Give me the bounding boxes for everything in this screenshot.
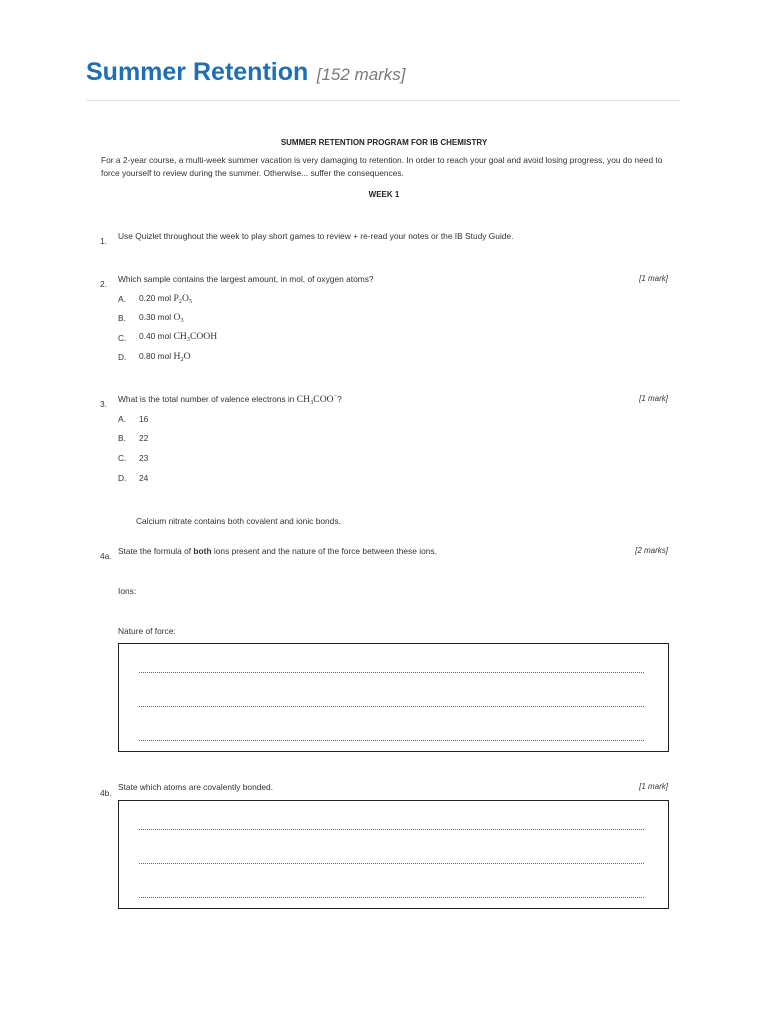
q2-option-d-letter[interactable]: D. xyxy=(118,352,127,362)
q2-option-a-formula: $P_2O_5$ xyxy=(173,293,193,305)
q2-option-c-amount: 0.40 mol xyxy=(139,331,172,341)
q2-option-c-formula: $CH_3COOH$ xyxy=(173,331,218,343)
q4a-text xyxy=(118,546,588,556)
q4-stem: Calcium nitrate contains both covalent and ionic bonds. xyxy=(136,516,341,526)
q2-option-d[interactable] xyxy=(139,351,191,363)
intro-paragraph: For a 2-year course, a multi-week summer vacation is very damaging to retention. In order to reach your goal and avoid losing progress, you do need to force yourself to review during the summer. Otherwise... suffer the consequences. xyxy=(101,155,663,178)
q2-option-a-letter[interactable]: A. xyxy=(118,294,126,304)
q3-option-b[interactable]: 22 xyxy=(139,433,149,443)
q2-option-b-formula: $O_3$ xyxy=(173,312,184,324)
q4a-text-start: State the formula of xyxy=(118,546,194,556)
q4a-number: 4a. xyxy=(100,551,112,561)
q2-option-b-letter[interactable]: B. xyxy=(118,313,126,323)
q3-marks: [1 mark] xyxy=(639,394,668,403)
q3-formula: $CH_3COO^-$ xyxy=(296,393,338,406)
total-marks: [152 marks] xyxy=(316,65,406,84)
answer-line xyxy=(139,740,644,741)
program-heading: SUMMER RETENTION PROGRAM FOR IB CHEMISTRY xyxy=(280,138,488,147)
q2-option-c-letter[interactable]: C. xyxy=(118,333,127,343)
q2-option-a-amount: 0.20 mol xyxy=(139,293,172,303)
q4a-marks: [2 marks] xyxy=(635,546,668,555)
week-heading: WEEK 1 xyxy=(368,190,400,199)
q2-option-b[interactable] xyxy=(139,312,184,324)
answer-line xyxy=(139,897,644,898)
q3-option-d-letter[interactable]: D. xyxy=(118,473,127,483)
q2-option-d-formula: $H_2O$ xyxy=(173,351,191,363)
q1-number: 1. xyxy=(100,236,107,246)
title-text: Summer Retention xyxy=(86,58,309,86)
q2-text: Which sample contains the largest amount, in mol, of oxygen atoms? xyxy=(118,274,374,284)
q2-option-a[interactable] xyxy=(139,293,192,305)
answer-line xyxy=(139,829,644,830)
q2-number: 2. xyxy=(100,279,107,289)
q4a-answer-box[interactable] xyxy=(118,643,669,752)
ions-label: Ions: xyxy=(118,586,137,596)
q2-option-d-amount: 0.80 mol xyxy=(139,351,172,361)
q3-option-c[interactable]: 23 xyxy=(139,453,149,463)
answer-line xyxy=(139,706,644,707)
q4a-text-end: ions present and the nature of the force between these ions. xyxy=(211,546,437,556)
q4b-marks: [1 mark] xyxy=(639,782,668,791)
q2-option-c[interactable] xyxy=(139,331,217,343)
q4b-text: State which atoms are covalently bonded. xyxy=(118,782,274,792)
q2-marks: [1 mark] xyxy=(639,274,668,283)
page-title xyxy=(86,58,406,87)
q4b-answer-box[interactable] xyxy=(118,800,669,909)
q3-option-a[interactable]: 16 xyxy=(139,414,149,424)
q3-option-b-letter[interactable]: B. xyxy=(118,433,126,443)
q3-text-end: ? xyxy=(337,394,342,404)
q3-option-c-letter[interactable]: C. xyxy=(118,453,127,463)
header-divider xyxy=(86,100,680,101)
q4b-number: 4b. xyxy=(100,788,112,798)
q3-option-a-letter[interactable]: A. xyxy=(118,414,126,424)
q3-number: 3. xyxy=(100,399,107,409)
q1-text: Use Quizlet throughout the week to play short games to review + re-read your notes or the IB Study Guide. xyxy=(118,231,514,241)
q3-text-start: What is the total number of valence electrons in xyxy=(118,394,295,404)
answer-line xyxy=(139,863,644,864)
q2-option-b-amount: 0.30 mol xyxy=(139,312,172,322)
force-label: Nature of force: xyxy=(118,626,176,636)
q3-text xyxy=(118,393,588,406)
q4a-text-bold: both xyxy=(193,546,212,556)
answer-line xyxy=(139,672,644,673)
q3-option-d[interactable]: 24 xyxy=(139,473,149,483)
